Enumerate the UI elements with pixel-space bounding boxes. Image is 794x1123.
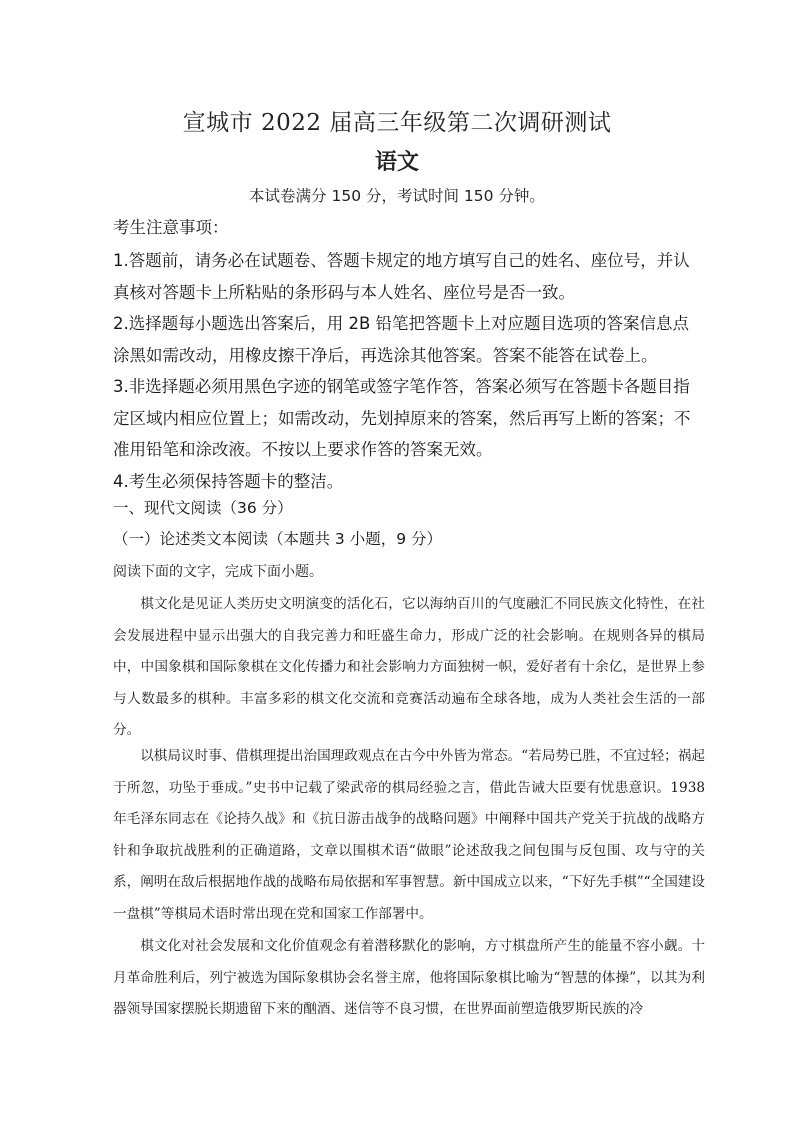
notice-item: 2.选择题每小题选出答案后，用 2B 铅笔把答题卡上对应题目选项的答案信息点涂黑如需改动，用橡皮擦干净后，再选涂其他答案。答案不能答在试卷上。 — [113, 314, 690, 365]
reading-paragraph — [113, 741, 705, 930]
notice-list — [113, 245, 703, 497]
subject-title: 语文 — [374, 149, 419, 175]
subsection-title: （一）论述类文本阅读（本题共 3 小题，9 分） — [113, 530, 443, 548]
reading-paragraph-text: 以棋局议时事、借棋理提出治国理政观点在古今中外皆为常态。“若局势已胜，不宜过轻；祸起于所忽，功坠于垂成。”史书中记载了梁武帝的棋局经验之言，借此告诫大臣要有忧患意识。1938 年毛泽东同志在《论持久战》和《抗日游击战争的战略问题》中阐释中国共产党关于抗战的战略方针和争取抗战胜利的正确道路，文章以围棋术语“做眼”论述敌我之间包围与反包围、攻与守的关系，阐明在敌后根据地作战的战略布局依据和军事智慧。新中国成立以来，“下好先手棋”“全国建设一盘棋”等棋局术语时常出现在党和国家工作部署中。 — [113, 748, 705, 922]
reading-instruction: 阅读下面的文字，完成下面小题。 — [113, 564, 323, 580]
score-info: 本试卷满分 150 分，考试时间 150 分钟。 — [249, 187, 545, 205]
notice-item: 4.考生必须保持答题卡的整洁。 — [113, 471, 344, 491]
exam-title: 宣城市 2022 届高三年级第二次调研测试 — [182, 110, 612, 136]
section-title: 一、现代文阅读（36 分） — [113, 499, 293, 517]
notice-heading: 考生注意事项： — [113, 218, 229, 237]
reading-paragraph-text: 棋文化是见证人类历史文明演变的活化石，它以海纳百川的气度融汇不同民族文化特性，在社会发展进程中显示出强大的自我完善力和旺盛生命力，形成广泛的社会影响。在规则各异的棋局中，中国象棋和国际象棋在文化传播力和社会影响力方面独树一帜，爱好者有十余亿，是世界上参与人数最多的棋种。丰富多彩的棋文化交流和竞赛活动遍布全球各地，成为人类社会生活的一部分。 — [113, 596, 705, 738]
notice-item: 1.答题前，请务必在试题卷、答题卡规定的地方填写自己的姓名、座位号，并认真核对答题卡上所粘贴的条形码与本人姓名、座位号是否一致。 — [113, 251, 690, 302]
reading-paragraph — [113, 931, 705, 1026]
notice-item: 3.非选择题必须用黑色字迹的钢笔或签字笔作答，答案必须写在答题卡各题目指定区域内相应位置上；如需改动，先划掉原来的答案，然后再写上断的答案；不准用铅笔和涂改液。不按以上要求作答的答案无效。 — [113, 377, 691, 459]
reading-paragraph-text: 棋文化对社会发展和文化价值观念有着潜移默化的影响，方寸棋盘所产生的能量不容小觑。十月革命胜利后，列宁被选为国际象棋协会名誉主席，他将国际象棋比喻为“智慧的体操”，以其为利器领导国家摆脱长期遗留下来的酗酒、迷信等不良习惯，在世界面前塑造俄罗斯民族的冷 — [113, 938, 705, 1017]
reading-paragraph — [113, 589, 705, 747]
